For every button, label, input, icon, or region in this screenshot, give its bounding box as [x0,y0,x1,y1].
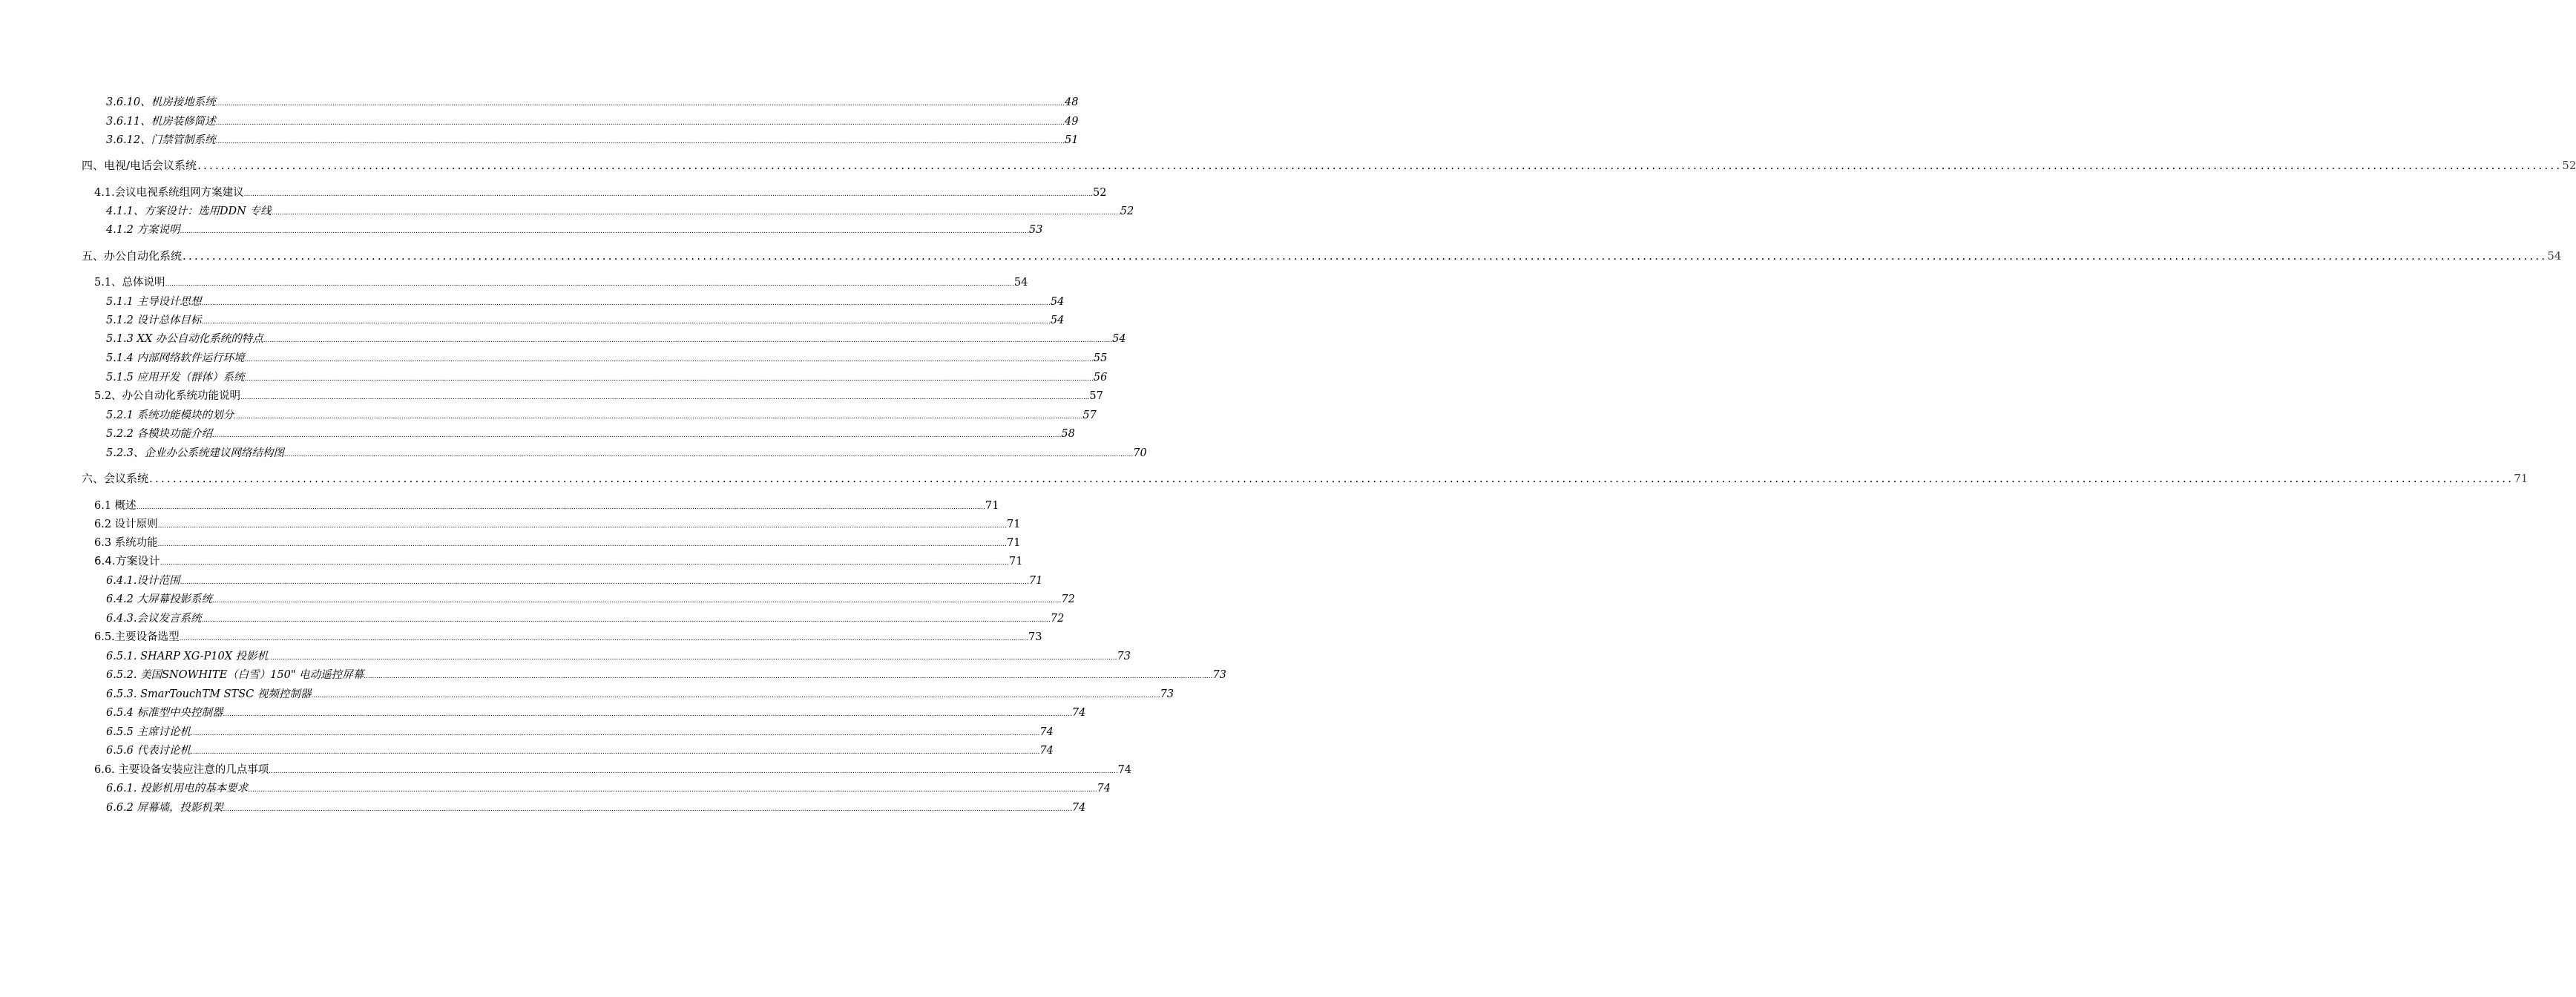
toc-entry[interactable] [106,666,1226,682]
dot-leader: ................................................................................................................................................................................................................................................................................................................................................................................................................ [212,597,1062,605]
toc-entry[interactable] [94,534,1021,550]
dot-leader: ................................................................................................................................................................................................................................................................................................................................................................................................................ [271,209,1120,217]
toc-entry[interactable] [106,780,1111,795]
dot-leader: ................................................................................................................................................................................................................................................................................................................................................................................................................ [180,228,1029,235]
toc-entry-page: 74 [1071,802,1086,814]
dot-leader: ................................................................................................................................................................................................................................................................................................................................................................................................................ [268,654,1117,662]
dot-leader: ................................................................................................................................................................................................................................................................................................................................................................................................................ [234,413,1083,421]
toc-entry-title: 6.4.2 大屏幕投影系统 [106,593,213,605]
toc-entry-title: 5.1.4 内部网络软件运行环境 [106,352,245,364]
toc-entry-title: 6.4.3.会议发言系统 [106,613,202,625]
dot-leader: ................................................................................................................................................................................................................................................................................................................................................................................................................ [201,318,1051,326]
toc-entry-title: 6.6.2 屏幕墙，投影机架 [106,802,223,814]
toc-entry-page: 74 [1117,764,1132,776]
toc-entry[interactable] [106,330,1126,346]
toc-entry-title: 5.1.2 设计总体目标 [106,315,202,326]
dot-leader: ................................................................................................................................................................................................................................................................................................................................................................................................................ [197,159,2563,172]
toc-entry[interactable] [106,293,1065,309]
toc-entry[interactable] [106,425,1075,441]
toc-entry-title: 3.6.10、机房接地系统 [106,96,216,108]
toc-entry-title: 3.6.11、机房装修简述 [106,116,216,128]
toc-entry-page: 54 [1013,277,1028,289]
toc-entry[interactable] [94,516,1021,531]
dot-leader: ................................................................................................................................................................................................................................................................................................................................................................................................................ [223,806,1072,813]
dot-leader: ................................................................................................................................................................................................................................................................................................................................................................................................................ [311,692,1160,700]
dot-leader: ................................................................................................................................................................................................................................................................................................................................................................................................................ [248,786,1097,794]
toc-entry-page: 52 [2562,159,2576,172]
dot-leader: ................................................................................................................................................................................................................................................................................................................................................................................................................ [283,451,1134,458]
dot-leader: ................................................................................................................................................................................................................................................................................................................................................................................................................ [136,504,986,511]
toc-entry-page: 54 [2547,249,2562,263]
toc-entry-title: 5.1.5 应用开发（群体）系统 [106,372,245,384]
toc-entry[interactable] [106,113,1079,128]
toc-entry-page: 53 [1028,224,1043,236]
toc-entry[interactable] [106,312,1065,327]
toc-entry[interactable] [94,553,1023,568]
toc-entry-page: 72 [1050,613,1065,625]
toc-entry-title: 6.4.方案设计 [94,554,160,567]
toc-entry-page: 73 [1028,631,1042,643]
toc-entry-title: 6.6.1. 投影机用电的基本要求 [106,783,249,794]
toc-entry[interactable] [94,497,999,513]
toc-entry-page: 72 [1061,593,1075,605]
toc-entry-page: 71 [985,500,999,512]
toc-entry-title: 5.2.2 各模块功能介绍 [106,428,213,440]
toc-entry-page: 70 [1133,447,1147,459]
toc-entry-title: 6.4.1.设计范围 [106,575,180,587]
dot-leader: ................................................................................................................................................................................................................................................................................................................................................................................................................ [157,541,1008,548]
dot-leader: ................................................................................................................................................................................................................................................................................................................................................................................................................ [215,119,1065,127]
toc-entry-page: 71 [1028,575,1043,587]
toc-entry-title: 五、办公自动化系统 [82,249,183,263]
dot-leader: ................................................................................................................................................................................................................................................................................................................................................................................................................ [263,337,1113,344]
toc-entry-page: 52 [1093,187,1107,199]
toc-entry-page: 58 [1061,428,1075,440]
toc-entry-title: 4.1.2 方案说明 [106,224,180,236]
toc-entry-title: 4.1.会议电视系统组网方案建议 [94,187,244,199]
dot-leader: ................................................................................................................................................................................................................................................................................................................................................................................................................ [191,730,1040,737]
toc-entry-title: 5.1.3 XX 办公自动化系统的特点 [106,333,263,345]
dot-leader: ................................................................................................................................................................................................................................................................................................................................................................................................................ [160,559,1009,567]
toc-entry-page: 74 [1039,745,1054,757]
toc-entry-page: 48 [1064,96,1079,108]
toc-entry-title: 6.5.3. SmarTouchTM STSC 视频控制器 [106,688,312,700]
toc-entry-page: 71 [1008,556,1023,567]
toc-entry[interactable] [94,628,1042,644]
toc-entry-title: 6.3 系统功能 [94,537,158,549]
toc-entry-title: 5.2、办公自动化系统功能说明 [94,390,241,402]
toc-entry[interactable] [106,221,1043,237]
toc-entry-page: 56 [1093,372,1108,384]
toc-entry[interactable] [106,590,1075,606]
toc-entry-page: 71 [2514,472,2529,485]
toc-entry-page: 54 [1050,296,1065,308]
toc-entry[interactable] [106,742,1054,757]
toc-entry[interactable] [94,274,1028,289]
toc-entry-page: 51 [1064,134,1079,146]
toc-entry[interactable] [106,648,1131,663]
toc-entry-title: 四、电视/电话会议系统 [82,159,197,172]
dot-leader: ................................................................................................................................................................................................................................................................................................................................................................................................................ [269,768,1118,775]
toc-entry-title: 5.2.1 系统功能模块的划分 [106,409,234,421]
toc-entry[interactable] [106,610,1065,625]
dot-leader: ................................................................................................................................................................................................................................................................................................................................................................................................................ [180,579,1029,586]
dot-leader: ................................................................................................................................................................................................................................................................................................................................................................................................................ [191,748,1040,756]
dot-leader: ................................................................................................................................................................................................................................................................................................................................................................................................................ [212,432,1062,439]
dot-leader: ................................................................................................................................................................................................................................................................................................................................................................................................................ [223,711,1072,718]
toc-entry-title: 6.5.5 主席讨论机 [106,726,191,738]
toc-entry[interactable] [106,685,1174,701]
toc-entry-title: 5.1.1 主导设计思想 [106,296,202,308]
dot-leader: ................................................................................................................................................................................................................................................................................................................................................................................................................ [244,375,1094,383]
toc-entry-title: 6.1 概述 [94,500,137,512]
toc-entry-title: 6.5.2. 美国SNOWHITE（白雪）150" 电动遥控屏幕 [106,669,364,681]
toc-entry-page: 71 [1007,537,1021,549]
toc-entry-title: 6.6. 主要设备安装应注意的几点事项 [94,764,269,776]
toc-entry-page: 54 [1112,333,1126,345]
toc-entry-title: 6.5.1. SHARP XG-P10X 投影机 [106,651,269,662]
dot-leader: ................................................................................................................................................................................................................................................................................................................................................................................................................ [244,356,1094,363]
dot-leader: ................................................................................................................................................................................................................................................................................................................................................................................................................ [215,100,1065,108]
toc-entry[interactable] [94,184,1107,200]
toc-entry[interactable] [106,723,1054,739]
toc-entry-page: 52 [1120,205,1134,217]
toc-entry-page: 55 [1093,352,1108,364]
toc-entry-page: 49 [1064,116,1079,128]
dot-leader: ................................................................................................................................................................................................................................................................................................................................................................................................................ [149,472,2514,485]
toc-entry-page: 54 [1050,315,1065,326]
toc-entry[interactable] [106,407,1097,422]
toc-entry-title: 6.5.主要设备选型 [94,631,180,643]
toc-entry[interactable] [94,761,1132,777]
toc-entry-title: 3.6.12、门禁管制系统 [106,134,216,146]
toc-entry[interactable] [106,349,1108,365]
toc-entry[interactable] [106,704,1086,720]
toc-entry-title: 5.2.3、企业办公系统建议网络结构图 [106,447,284,459]
toc-entry-title: 6.2 设计原则 [94,519,158,530]
dot-leader: ................................................................................................................................................................................................................................................................................................................................................................................................................ [243,191,1094,198]
toc-entry[interactable] [106,93,1079,109]
toc-entry-page: 73 [1160,688,1174,700]
toc-entry-page: 71 [1007,519,1021,530]
toc-entry[interactable] [82,157,2576,173]
toc-entry[interactable] [106,572,1043,588]
dot-leader: ................................................................................................................................................................................................................................................................................................................................................................................................................ [157,522,1008,530]
toc-entry-page: 73 [1117,651,1131,662]
toc-entry-page: 57 [1082,409,1097,421]
toc-entry-title: 6.5.4 标准型中央控制器 [106,707,223,719]
dot-leader: ................................................................................................................................................................................................................................................................................................................................................................................................................ [240,394,1090,401]
toc-entry-page: 57 [1089,390,1103,402]
toc-entry[interactable] [106,131,1079,147]
toc-entry-title: 5.1、总体说明 [94,277,165,289]
toc-entry-page: 74 [1097,783,1111,794]
dot-leader: ................................................................................................................................................................................................................................................................................................................................................................................................................ [364,673,1213,680]
toc-entry[interactable] [106,444,1147,460]
dot-leader: ................................................................................................................................................................................................................................................................................................................................................................................................................ [179,635,1029,642]
toc-entry[interactable] [106,369,1108,384]
toc-entry[interactable] [82,248,2562,263]
toc-entry[interactable] [82,470,2529,486]
dot-leader: ................................................................................................................................................................................................................................................................................................................................................................................................................ [201,300,1051,307]
dot-leader: ................................................................................................................................................................................................................................................................................................................................................................................................................ [165,280,1014,288]
toc-entry-title: 4.1.1、方案设计：选用DDN 专线 [106,205,272,217]
toc-entry-title: 6.5.6 代表讨论机 [106,745,191,757]
toc-entry-page: 74 [1071,707,1086,719]
toc-entry-title: 六、会议系统 [82,472,149,485]
toc-entry-page: 74 [1039,726,1054,738]
toc-entry-page: 73 [1212,669,1226,681]
toc-entry[interactable] [106,799,1086,815]
dot-leader: ................................................................................................................................................................................................................................................................................................................................................................................................................ [215,138,1065,145]
toc-entry[interactable] [94,387,1103,403]
dot-leader: ................................................................................................................................................................................................................................................................................................................................................................................................................ [201,616,1051,624]
toc-entry[interactable] [106,203,1134,218]
dot-leader: ................................................................................................................................................................................................................................................................................................................................................................................................................ [183,249,2548,263]
